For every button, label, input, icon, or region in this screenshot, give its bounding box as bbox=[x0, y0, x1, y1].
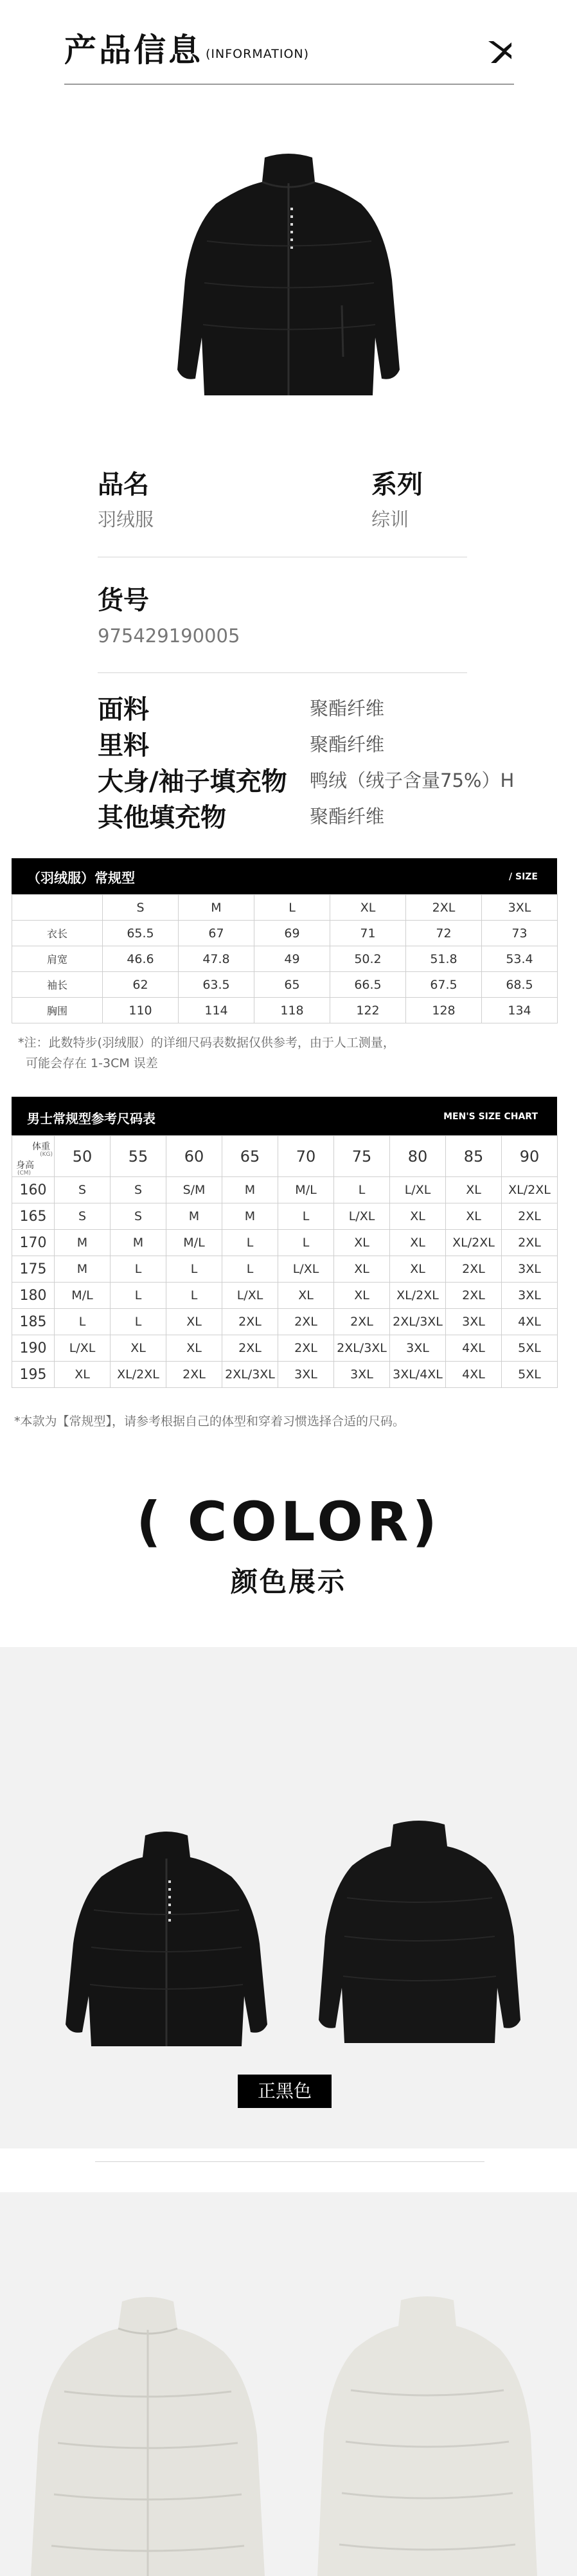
table-cell: M bbox=[222, 1203, 278, 1230]
table-cell: 110 bbox=[103, 998, 179, 1023]
table-cell: 72 bbox=[406, 921, 482, 946]
light-color-block bbox=[0, 2192, 577, 2576]
table-cell: XL bbox=[166, 1309, 222, 1335]
table-cell: 3XL/4XL bbox=[390, 1362, 446, 1388]
size-table-head-row bbox=[12, 895, 558, 921]
spec-value: 聚酯纤维 bbox=[310, 734, 385, 755]
table-cell: M/L bbox=[278, 1177, 334, 1203]
series-label: 系列 bbox=[371, 470, 423, 500]
table-cell: XL/2XL bbox=[446, 1230, 502, 1256]
row-header: 185 bbox=[12, 1309, 55, 1335]
xtep-logo-icon bbox=[486, 37, 514, 66]
row-header: 胸围 bbox=[12, 998, 103, 1023]
row-header: 195 bbox=[12, 1362, 55, 1388]
table-cell: 2XL bbox=[334, 1309, 390, 1335]
table-cell: XL bbox=[446, 1177, 502, 1203]
size-table bbox=[12, 894, 558, 1023]
spec-value: 聚酯纤维 bbox=[310, 698, 385, 719]
table-cell: S bbox=[55, 1203, 111, 1230]
table-cell: 114 bbox=[179, 998, 254, 1023]
ref-table-tag: MEN'S SIZE CHART bbox=[443, 1112, 538, 1122]
column-header: S bbox=[103, 895, 179, 921]
light-jacket-back-image bbox=[315, 2289, 540, 2576]
table-cell: 69 bbox=[254, 921, 330, 946]
black-color-block bbox=[0, 1647, 577, 2148]
table-cell: L bbox=[55, 1309, 111, 1335]
header-divider bbox=[64, 84, 514, 85]
table-cell: M bbox=[55, 1230, 111, 1256]
table-cell: 128 bbox=[406, 998, 482, 1023]
page-title: 产品信息 bbox=[64, 32, 203, 69]
table-cell: 49 bbox=[254, 946, 330, 972]
table-cell: L bbox=[166, 1283, 222, 1309]
table-row bbox=[12, 1309, 558, 1335]
table-cell: 50.2 bbox=[330, 946, 406, 972]
table-cell: XL bbox=[334, 1230, 390, 1256]
table-cell: XL/2XL bbox=[111, 1362, 166, 1388]
table-cell: XL bbox=[334, 1256, 390, 1283]
column-header: 70 bbox=[278, 1136, 334, 1177]
column-header: XL bbox=[330, 895, 406, 921]
size-table-header bbox=[12, 858, 557, 894]
table-cell: 2XL/3XL bbox=[390, 1309, 446, 1335]
page-subtitle: (INFORMATION) bbox=[206, 47, 310, 61]
column-header: 3XL bbox=[482, 895, 558, 921]
size-table-title: （羽绒服）常规型 bbox=[27, 870, 135, 886]
table-cell: L bbox=[278, 1203, 334, 1230]
table-cell: 67.5 bbox=[406, 972, 482, 998]
column-header: 90 bbox=[502, 1136, 558, 1177]
table-cell: 4XL bbox=[502, 1309, 558, 1335]
table-cell: 3XL bbox=[278, 1362, 334, 1388]
color-title: ( COLOR) bbox=[136, 1490, 441, 1553]
table-cell: 2XL bbox=[446, 1256, 502, 1283]
table-cell: 2XL bbox=[278, 1335, 334, 1362]
table-cell: 67 bbox=[179, 921, 254, 946]
table-cell: 2XL bbox=[166, 1362, 222, 1388]
product-hero-image bbox=[168, 145, 409, 399]
row-header: 袖长 bbox=[12, 972, 103, 998]
info-header bbox=[64, 24, 514, 86]
spec-label: 里料 bbox=[98, 731, 149, 761]
table-cell: 2XL/3XL bbox=[222, 1362, 278, 1388]
table-cell: 66.5 bbox=[330, 972, 406, 998]
table-cell: M/L bbox=[55, 1283, 111, 1309]
table-cell: 134 bbox=[482, 998, 558, 1023]
table-cell: 63.5 bbox=[179, 972, 254, 998]
table-cell: L bbox=[222, 1230, 278, 1256]
table-cell: 3XL bbox=[390, 1335, 446, 1362]
table-row bbox=[12, 1335, 558, 1362]
table-cell: L/XL bbox=[334, 1203, 390, 1230]
ref-table-head-row bbox=[12, 1136, 558, 1177]
table-row bbox=[12, 1230, 558, 1256]
sku-label: 货号 bbox=[98, 586, 149, 615]
table-cell: 62 bbox=[103, 972, 179, 998]
column-header: 80 bbox=[390, 1136, 446, 1177]
table-cell: L/XL bbox=[55, 1335, 111, 1362]
table-cell: L bbox=[334, 1177, 390, 1203]
table-cell: 2XL bbox=[222, 1335, 278, 1362]
table-cell: L bbox=[166, 1256, 222, 1283]
table-cell: M bbox=[55, 1256, 111, 1283]
table-cell: 122 bbox=[330, 998, 406, 1023]
table-row bbox=[12, 1256, 558, 1283]
row-header: 175 bbox=[12, 1256, 55, 1283]
table-cell: 65 bbox=[254, 972, 330, 998]
table-cell: 3XL bbox=[502, 1256, 558, 1283]
table-cell: XL bbox=[334, 1283, 390, 1309]
black-jacket-back-image bbox=[315, 1814, 524, 2046]
info-divider-2 bbox=[98, 672, 467, 673]
height-unit: (CM) bbox=[17, 1170, 31, 1176]
table-cell: L bbox=[111, 1256, 166, 1283]
color-subtitle: 颜色展示 bbox=[230, 1566, 346, 1598]
table-row bbox=[12, 1177, 558, 1203]
height-label: 身高 bbox=[16, 1160, 34, 1171]
table-cell: 47.8 bbox=[179, 946, 254, 972]
table-cell: L bbox=[111, 1309, 166, 1335]
table-cell: XL bbox=[166, 1335, 222, 1362]
table-cell: 118 bbox=[254, 998, 330, 1023]
ref-size-table bbox=[12, 1135, 558, 1388]
ref-note: *本款为【常规型】，请参考根据自己的体型和穿着习惯选择合适的尺码。 bbox=[14, 1414, 405, 1428]
table-cell: S bbox=[111, 1177, 166, 1203]
row-header: 170 bbox=[12, 1230, 55, 1256]
row-header: 160 bbox=[12, 1177, 55, 1203]
size-note-line-1: *注：此数特步(羽绒服）的详细尺码表数据仅供参考，由于人工测量， bbox=[18, 1036, 395, 1050]
spec-label: 大身/袖子填充物 bbox=[98, 767, 287, 797]
spec-value: 聚酯纤维 bbox=[310, 806, 385, 827]
table-row bbox=[12, 921, 558, 946]
table-cell: 2XL/3XL bbox=[334, 1335, 390, 1362]
spec-label: 面料 bbox=[98, 695, 149, 725]
light-jacket-front-image bbox=[26, 2289, 270, 2576]
table-cell: 5XL bbox=[502, 1362, 558, 1388]
table-corner bbox=[12, 1136, 55, 1177]
table-cell: 5XL bbox=[502, 1335, 558, 1362]
table-cell: XL bbox=[390, 1230, 446, 1256]
column-header: 60 bbox=[166, 1136, 222, 1177]
table-cell: 4XL bbox=[446, 1335, 502, 1362]
table-cell: L bbox=[278, 1230, 334, 1256]
table-cell: 3XL bbox=[334, 1362, 390, 1388]
row-header: 180 bbox=[12, 1283, 55, 1309]
table-row bbox=[12, 998, 558, 1023]
weight-label: 体重 bbox=[32, 1142, 50, 1152]
table-cell: XL bbox=[111, 1335, 166, 1362]
table-cell: 2XL bbox=[446, 1283, 502, 1309]
table-cell: 2XL bbox=[502, 1203, 558, 1230]
table-cell: S bbox=[111, 1203, 166, 1230]
column-header: L bbox=[254, 895, 330, 921]
size-table-tag: / SIZE bbox=[509, 872, 538, 882]
table-cell: 53.4 bbox=[482, 946, 558, 972]
row-header: 190 bbox=[12, 1335, 55, 1362]
table-cell: XL bbox=[390, 1203, 446, 1230]
column-header: 75 bbox=[334, 1136, 390, 1177]
ref-table-title: 男士常规型参考尺码表 bbox=[27, 1111, 155, 1126]
table-cell: 51.8 bbox=[406, 946, 482, 972]
table-cell: L bbox=[222, 1256, 278, 1283]
row-header: 衣长 bbox=[12, 921, 103, 946]
table-cell: L bbox=[111, 1283, 166, 1309]
black-jacket-front-image bbox=[60, 1824, 272, 2049]
table-cell: 2XL bbox=[222, 1309, 278, 1335]
size-note-line-2: 可能会存在 1-3CM 误差 bbox=[26, 1056, 158, 1070]
table-cell: XL/2XL bbox=[390, 1283, 446, 1309]
table-cell: 65.5 bbox=[103, 921, 179, 946]
column-header: 2XL bbox=[406, 895, 482, 921]
table-cell: 2XL bbox=[278, 1309, 334, 1335]
table-cell: M/L bbox=[166, 1230, 222, 1256]
table-cell: 68.5 bbox=[482, 972, 558, 998]
weight-unit: (KG) bbox=[40, 1151, 53, 1158]
column-header: 65 bbox=[222, 1136, 278, 1177]
table-row bbox=[12, 972, 558, 998]
column-header: 85 bbox=[446, 1136, 502, 1177]
table-cell: M bbox=[166, 1203, 222, 1230]
row-header: 肩宽 bbox=[12, 946, 103, 972]
table-row bbox=[12, 946, 558, 972]
table-cell: M bbox=[111, 1230, 166, 1256]
table-cell: L/XL bbox=[278, 1256, 334, 1283]
table-row bbox=[12, 1283, 558, 1309]
name-label: 品名 bbox=[98, 470, 149, 500]
table-cell: XL bbox=[446, 1203, 502, 1230]
table-cell: 73 bbox=[482, 921, 558, 946]
table-cell: 3XL bbox=[502, 1283, 558, 1309]
table-cell: L/XL bbox=[222, 1283, 278, 1309]
column-header: 50 bbox=[55, 1136, 111, 1177]
table-row bbox=[12, 1362, 558, 1388]
table-cell: L/XL bbox=[390, 1177, 446, 1203]
table-cell: 4XL bbox=[446, 1362, 502, 1388]
table-cell: M bbox=[222, 1177, 278, 1203]
table-cell: 2XL bbox=[502, 1230, 558, 1256]
table-cell: XL bbox=[55, 1362, 111, 1388]
table-cell: 71 bbox=[330, 921, 406, 946]
table-cell: S bbox=[55, 1177, 111, 1203]
sku-value: 975429190005 bbox=[98, 625, 240, 647]
spec-label: 其他填充物 bbox=[98, 803, 226, 833]
table-cell: XL bbox=[278, 1283, 334, 1309]
table-row bbox=[12, 1203, 558, 1230]
column-header: 55 bbox=[111, 1136, 166, 1177]
name-value: 羽绒服 bbox=[98, 509, 154, 530]
row-header: 165 bbox=[12, 1203, 55, 1230]
table-cell: 46.6 bbox=[103, 946, 179, 972]
column-header: M bbox=[179, 895, 254, 921]
table-cell: S/M bbox=[166, 1177, 222, 1203]
series-value: 综训 bbox=[371, 509, 409, 530]
black-color-label: 正黑色 bbox=[238, 2075, 332, 2108]
spec-value: 鸭绒（绒子含量75%）H bbox=[310, 770, 515, 791]
table-cell: XL/2XL bbox=[502, 1177, 558, 1203]
table-cell: XL bbox=[390, 1256, 446, 1283]
color-divider bbox=[95, 2161, 484, 2162]
ref-table-header bbox=[12, 1097, 557, 1135]
table-cell: 3XL bbox=[446, 1309, 502, 1335]
table-corner bbox=[12, 895, 103, 921]
